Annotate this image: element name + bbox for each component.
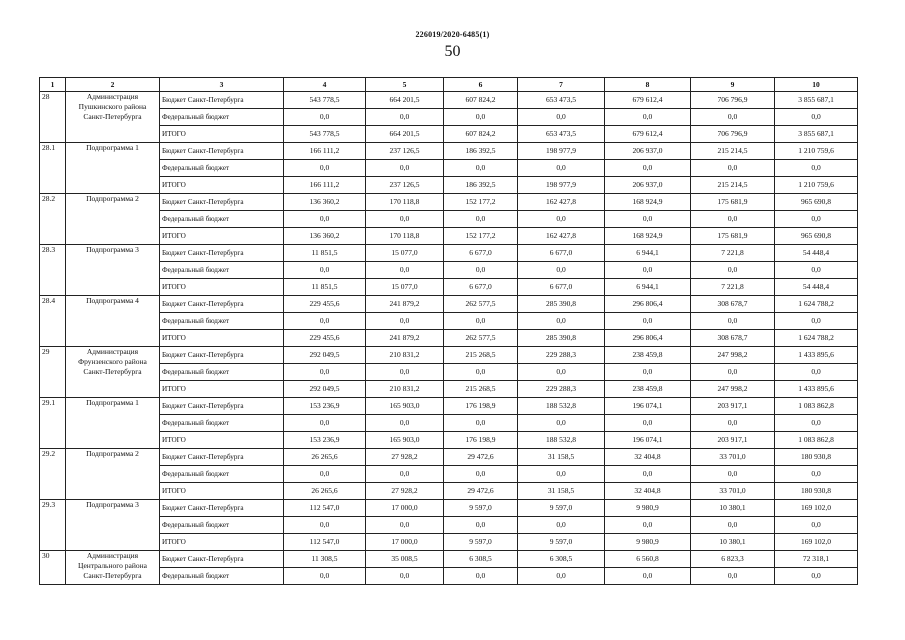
value-cell: 0,0 — [605, 262, 691, 279]
value-cell: 17 000,0 — [366, 500, 444, 517]
row-name: Подпрограмма 3 — [66, 245, 160, 296]
column-header: 7 — [518, 78, 605, 92]
funding-source: Федеральный бюджет — [160, 364, 284, 381]
table-row — [40, 245, 858, 262]
value-cell: 0,0 — [775, 211, 858, 228]
value-cell: 679 612,4 — [605, 92, 691, 109]
table-row — [40, 177, 858, 194]
column-header: 10 — [775, 78, 858, 92]
value-cell: 152 177,2 — [444, 228, 518, 245]
value-cell: 188 532,8 — [518, 432, 605, 449]
value-cell: 0,0 — [366, 313, 444, 330]
value-cell: 0,0 — [366, 262, 444, 279]
row-code: 28 — [40, 92, 66, 143]
value-cell: 32 404,8 — [605, 483, 691, 500]
value-cell: 1 210 759,6 — [775, 177, 858, 194]
value-cell: 0,0 — [605, 568, 691, 585]
value-cell: 31 158,5 — [518, 449, 605, 466]
value-cell: 238 459,8 — [605, 347, 691, 364]
value-cell: 262 577,5 — [444, 296, 518, 313]
value-cell: 229 455,6 — [284, 296, 366, 313]
value-cell: 0,0 — [605, 211, 691, 228]
value-cell: 176 198,9 — [444, 398, 518, 415]
value-cell: 3 855 687,1 — [775, 92, 858, 109]
value-cell: 0,0 — [284, 313, 366, 330]
value-cell: 0,0 — [691, 415, 775, 432]
value-cell: 0,0 — [605, 517, 691, 534]
header-row — [40, 78, 858, 92]
value-cell: 6 308,5 — [444, 551, 518, 568]
value-cell: 0,0 — [444, 313, 518, 330]
value-cell: 112 547,0 — [284, 534, 366, 551]
table-row — [40, 143, 858, 160]
value-cell: 247 998,2 — [691, 347, 775, 364]
value-cell: 229 455,6 — [284, 330, 366, 347]
funding-source: Бюджет Санкт-Петербурга — [160, 296, 284, 313]
funding-source: Бюджет Санкт-Петербурга — [160, 92, 284, 109]
funding-source: ИТОГО — [160, 228, 284, 245]
table-row — [40, 466, 858, 483]
column-header: 6 — [444, 78, 518, 92]
value-cell: 165 903,0 — [366, 398, 444, 415]
value-cell: 6 944,1 — [605, 245, 691, 262]
value-cell: 664 201,5 — [366, 126, 444, 143]
value-cell: 196 074,1 — [605, 432, 691, 449]
value-cell: 6 560,8 — [605, 551, 691, 568]
table-row — [40, 313, 858, 330]
value-cell: 215 268,5 — [444, 381, 518, 398]
value-cell: 664 201,5 — [366, 92, 444, 109]
value-cell: 0,0 — [691, 364, 775, 381]
value-cell: 175 681,9 — [691, 228, 775, 245]
value-cell: 0,0 — [605, 415, 691, 432]
value-cell: 1 083 862,8 — [775, 432, 858, 449]
value-cell: 0,0 — [518, 568, 605, 585]
value-cell: 0,0 — [605, 364, 691, 381]
column-header: 2 — [66, 78, 160, 92]
value-cell: 9 980,9 — [605, 500, 691, 517]
value-cell: 0,0 — [366, 415, 444, 432]
value-cell: 112 547,0 — [284, 500, 366, 517]
funding-source: Бюджет Санкт-Петербурга — [160, 551, 284, 568]
row-name: Подпрограмма 3 — [66, 500, 160, 551]
table-row — [40, 296, 858, 313]
value-cell: 1 624 788,2 — [775, 330, 858, 347]
value-cell: 9 597,0 — [518, 534, 605, 551]
value-cell: 285 390,8 — [518, 330, 605, 347]
value-cell: 206 937,0 — [605, 177, 691, 194]
value-cell: 7 221,8 — [691, 279, 775, 296]
value-cell: 72 318,1 — [775, 551, 858, 568]
table-row — [40, 500, 858, 517]
value-cell: 198 977,9 — [518, 143, 605, 160]
table-row — [40, 160, 858, 177]
value-cell: 136 360,2 — [284, 194, 366, 211]
value-cell: 1 433 895,6 — [775, 381, 858, 398]
page-number: 50 — [444, 43, 461, 60]
value-cell: 166 111,2 — [284, 177, 366, 194]
value-cell: 0,0 — [444, 517, 518, 534]
value-cell: 33 701,0 — [691, 483, 775, 500]
column-header: 8 — [605, 78, 691, 92]
value-cell: 0,0 — [775, 160, 858, 177]
value-cell: 607 824,2 — [444, 126, 518, 143]
value-cell: 168 924,9 — [605, 194, 691, 211]
value-cell: 6 677,0 — [518, 245, 605, 262]
value-cell: 679 612,4 — [605, 126, 691, 143]
column-header: 9 — [691, 78, 775, 92]
table-row — [40, 381, 858, 398]
value-cell: 653 473,5 — [518, 92, 605, 109]
row-name: Подпрограмма 4 — [66, 296, 160, 347]
funding-source: Бюджет Санкт-Петербурга — [160, 500, 284, 517]
value-cell: 9 597,0 — [518, 500, 605, 517]
value-cell: 136 360,2 — [284, 228, 366, 245]
value-cell: 215 214,5 — [691, 177, 775, 194]
funding-source: Федеральный бюджет — [160, 568, 284, 585]
value-cell: 653 473,5 — [518, 126, 605, 143]
value-cell: 0,0 — [775, 109, 858, 126]
value-cell: 237 126,5 — [366, 143, 444, 160]
value-cell: 32 404,8 — [605, 449, 691, 466]
value-cell: 0,0 — [691, 466, 775, 483]
value-cell: 0,0 — [605, 109, 691, 126]
value-cell: 229 288,3 — [518, 347, 605, 364]
value-cell: 210 831,2 — [366, 381, 444, 398]
value-cell: 0,0 — [284, 262, 366, 279]
funding-source: Федеральный бюджет — [160, 211, 284, 228]
row-name: Подпрограмма 1 — [66, 398, 160, 449]
value-cell: 0,0 — [366, 211, 444, 228]
value-cell: 296 806,4 — [605, 330, 691, 347]
value-cell: 9 980,9 — [605, 534, 691, 551]
funding-source: ИТОГО — [160, 381, 284, 398]
value-cell: 165 903,0 — [366, 432, 444, 449]
row-name: Подпрограмма 2 — [66, 449, 160, 500]
value-cell: 543 778,5 — [284, 126, 366, 143]
value-cell: 0,0 — [366, 568, 444, 585]
value-cell: 31 158,5 — [518, 483, 605, 500]
value-cell: 0,0 — [444, 160, 518, 177]
value-cell: 0,0 — [366, 466, 444, 483]
value-cell: 6 823,3 — [691, 551, 775, 568]
table-row — [40, 211, 858, 228]
value-cell: 0,0 — [284, 466, 366, 483]
funding-source: Бюджет Санкт-Петербурга — [160, 449, 284, 466]
table-row — [40, 330, 858, 347]
value-cell: 170 118,8 — [366, 194, 444, 211]
value-cell: 543 778,5 — [284, 92, 366, 109]
value-cell: 35 008,5 — [366, 551, 444, 568]
value-cell: 215 214,5 — [691, 143, 775, 160]
row-code: 29.3 — [40, 500, 66, 551]
value-cell: 0,0 — [518, 211, 605, 228]
funding-source: ИТОГО — [160, 432, 284, 449]
value-cell: 238 459,8 — [605, 381, 691, 398]
value-cell: 27 928,2 — [366, 483, 444, 500]
value-cell: 0,0 — [775, 364, 858, 381]
value-cell: 1 083 862,8 — [775, 398, 858, 415]
value-cell: 10 380,1 — [691, 500, 775, 517]
value-cell: 0,0 — [518, 313, 605, 330]
value-cell: 0,0 — [605, 313, 691, 330]
value-cell: 308 678,7 — [691, 330, 775, 347]
row-code: 30 — [40, 551, 66, 585]
funding-source: Федеральный бюджет — [160, 262, 284, 279]
value-cell: 162 427,8 — [518, 228, 605, 245]
value-cell: 1 624 788,2 — [775, 296, 858, 313]
funding-source: Федеральный бюджет — [160, 517, 284, 534]
table-row — [40, 194, 858, 211]
funding-source: Бюджет Санкт-Петербурга — [160, 398, 284, 415]
value-cell: 0,0 — [284, 517, 366, 534]
value-cell: 0,0 — [284, 109, 366, 126]
value-cell: 0,0 — [775, 517, 858, 534]
value-cell: 54 448,4 — [775, 279, 858, 296]
funding-source: Федеральный бюджет — [160, 415, 284, 432]
value-cell: 0,0 — [444, 466, 518, 483]
value-cell: 0,0 — [518, 109, 605, 126]
value-cell: 241 879,2 — [366, 296, 444, 313]
value-cell: 0,0 — [366, 364, 444, 381]
value-cell: 26 265,6 — [284, 449, 366, 466]
value-cell: 0,0 — [775, 415, 858, 432]
value-cell: 0,0 — [444, 364, 518, 381]
value-cell: 0,0 — [284, 364, 366, 381]
funding-source: ИТОГО — [160, 126, 284, 143]
value-cell: 11 851,5 — [284, 245, 366, 262]
value-cell: 308 678,7 — [691, 296, 775, 313]
value-cell: 0,0 — [691, 211, 775, 228]
funding-source: ИТОГО — [160, 534, 284, 551]
value-cell: 10 380,1 — [691, 534, 775, 551]
value-cell: 1 210 759,6 — [775, 143, 858, 160]
value-cell: 29 472,6 — [444, 449, 518, 466]
value-cell: 0,0 — [444, 109, 518, 126]
table-row — [40, 534, 858, 551]
column-header: 1 — [40, 78, 66, 92]
value-cell: 210 831,2 — [366, 347, 444, 364]
table-row — [40, 262, 858, 279]
value-cell: 292 049,5 — [284, 381, 366, 398]
value-cell: 0,0 — [518, 262, 605, 279]
table-row — [40, 568, 858, 585]
value-cell: 153 236,9 — [284, 398, 366, 415]
row-code: 28.4 — [40, 296, 66, 347]
funding-source: Федеральный бюджет — [160, 109, 284, 126]
value-cell: 9 597,0 — [444, 500, 518, 517]
value-cell: 0,0 — [518, 415, 605, 432]
value-cell: 0,0 — [691, 517, 775, 534]
value-cell: 0,0 — [444, 262, 518, 279]
funding-source: ИТОГО — [160, 279, 284, 296]
value-cell: 262 577,5 — [444, 330, 518, 347]
value-cell: 0,0 — [444, 211, 518, 228]
value-cell: 0,0 — [605, 466, 691, 483]
value-cell: 1 433 895,6 — [775, 347, 858, 364]
value-cell: 188 532,8 — [518, 398, 605, 415]
value-cell: 0,0 — [366, 109, 444, 126]
column-header: 3 — [160, 78, 284, 92]
value-cell: 0,0 — [775, 313, 858, 330]
row-name: Подпрограмма 2 — [66, 194, 160, 245]
table-row — [40, 432, 858, 449]
row-name: Администрация Пушкинского района Санкт-Петербурга — [66, 92, 160, 143]
table-row — [40, 109, 858, 126]
value-cell: 196 074,1 — [605, 398, 691, 415]
value-cell: 965 690,8 — [775, 228, 858, 245]
value-cell: 247 998,2 — [691, 381, 775, 398]
value-cell: 6 944,1 — [605, 279, 691, 296]
value-cell: 0,0 — [284, 568, 366, 585]
value-cell: 175 681,9 — [691, 194, 775, 211]
funding-source: ИТОГО — [160, 177, 284, 194]
value-cell: 0,0 — [366, 160, 444, 177]
value-cell: 285 390,8 — [518, 296, 605, 313]
value-cell: 965 690,8 — [775, 194, 858, 211]
value-cell: 170 118,8 — [366, 228, 444, 245]
value-cell: 0,0 — [691, 313, 775, 330]
funding-source: Федеральный бюджет — [160, 466, 284, 483]
table-row — [40, 517, 858, 534]
value-cell: 180 930,8 — [775, 449, 858, 466]
table-row — [40, 347, 858, 364]
value-cell: 237 126,5 — [366, 177, 444, 194]
value-cell: 153 236,9 — [284, 432, 366, 449]
value-cell: 176 198,9 — [444, 432, 518, 449]
table-row — [40, 126, 858, 143]
document-id: 226019/2020-6485(1) — [415, 30, 490, 39]
funding-source: Бюджет Санкт-Петербурга — [160, 347, 284, 364]
value-cell: 198 977,9 — [518, 177, 605, 194]
value-cell: 166 111,2 — [284, 143, 366, 160]
funding-source: Бюджет Санкт-Петербурга — [160, 143, 284, 160]
value-cell: 0,0 — [691, 262, 775, 279]
value-cell: 0,0 — [775, 568, 858, 585]
value-cell: 0,0 — [518, 364, 605, 381]
funding-source: ИТОГО — [160, 483, 284, 500]
value-cell: 11 851,5 — [284, 279, 366, 296]
table-row — [40, 92, 858, 109]
value-cell: 6 677,0 — [518, 279, 605, 296]
value-cell: 706 796,9 — [691, 126, 775, 143]
row-code: 29 — [40, 347, 66, 398]
value-cell: 168 924,9 — [605, 228, 691, 245]
row-name: Администрация Фрунзенского района Санкт-Петербурга — [66, 347, 160, 398]
value-cell: 0,0 — [518, 517, 605, 534]
funding-source: Бюджет Санкт-Петербурга — [160, 194, 284, 211]
table-row — [40, 449, 858, 466]
value-cell: 26 265,6 — [284, 483, 366, 500]
value-cell: 229 288,3 — [518, 381, 605, 398]
value-cell: 206 937,0 — [605, 143, 691, 160]
value-cell: 706 796,9 — [691, 92, 775, 109]
value-cell: 15 077,0 — [366, 245, 444, 262]
value-cell: 54 448,4 — [775, 245, 858, 262]
table-row — [40, 415, 858, 432]
row-name: Подпрограмма 1 — [66, 143, 160, 194]
table-row — [40, 483, 858, 500]
row-code: 29.2 — [40, 449, 66, 500]
value-cell: 186 392,5 — [444, 177, 518, 194]
table-row — [40, 398, 858, 415]
value-cell: 15 077,0 — [366, 279, 444, 296]
table-body — [40, 92, 858, 585]
row-code: 28.3 — [40, 245, 66, 296]
value-cell: 162 427,8 — [518, 194, 605, 211]
value-cell: 0,0 — [444, 568, 518, 585]
value-cell: 0,0 — [605, 160, 691, 177]
funding-source: Федеральный бюджет — [160, 313, 284, 330]
value-cell: 0,0 — [518, 160, 605, 177]
value-cell: 6 677,0 — [444, 245, 518, 262]
value-cell: 0,0 — [366, 517, 444, 534]
value-cell: 0,0 — [284, 160, 366, 177]
value-cell: 0,0 — [691, 160, 775, 177]
value-cell: 296 806,4 — [605, 296, 691, 313]
value-cell: 17 000,0 — [366, 534, 444, 551]
value-cell: 180 930,8 — [775, 483, 858, 500]
funding-source: Бюджет Санкт-Петербурга — [160, 245, 284, 262]
value-cell: 152 177,2 — [444, 194, 518, 211]
value-cell: 0,0 — [284, 415, 366, 432]
value-cell: 3 855 687,1 — [775, 126, 858, 143]
value-cell: 0,0 — [691, 568, 775, 585]
value-cell: 241 879,2 — [366, 330, 444, 347]
funding-source: Федеральный бюджет — [160, 160, 284, 177]
table-row — [40, 364, 858, 381]
table-row — [40, 228, 858, 245]
funding-source: ИТОГО — [160, 330, 284, 347]
value-cell: 7 221,8 — [691, 245, 775, 262]
value-cell: 0,0 — [444, 415, 518, 432]
value-cell: 169 102,0 — [775, 534, 858, 551]
value-cell: 33 701,0 — [691, 449, 775, 466]
value-cell: 0,0 — [518, 466, 605, 483]
value-cell: 203 917,1 — [691, 432, 775, 449]
row-code: 29.1 — [40, 398, 66, 449]
value-cell: 169 102,0 — [775, 500, 858, 517]
value-cell: 186 392,5 — [444, 143, 518, 160]
column-header: 4 — [284, 78, 366, 92]
value-cell: 215 268,5 — [444, 347, 518, 364]
row-code: 28.2 — [40, 194, 66, 245]
table-row — [40, 551, 858, 568]
value-cell: 9 597,0 — [444, 534, 518, 551]
value-cell: 6 677,0 — [444, 279, 518, 296]
value-cell: 29 472,6 — [444, 483, 518, 500]
row-name: Администрация Центрального района Санкт-Петербурга — [66, 551, 160, 585]
value-cell: 607 824,2 — [444, 92, 518, 109]
value-cell: 292 049,5 — [284, 347, 366, 364]
value-cell: 0,0 — [775, 466, 858, 483]
table-row — [40, 279, 858, 296]
value-cell: 11 308,5 — [284, 551, 366, 568]
value-cell: 0,0 — [691, 109, 775, 126]
value-cell: 203 917,1 — [691, 398, 775, 415]
row-code: 28.1 — [40, 143, 66, 194]
value-cell: 6 308,5 — [518, 551, 605, 568]
budget-table — [39, 77, 858, 585]
value-cell: 27 928,2 — [366, 449, 444, 466]
value-cell: 0,0 — [284, 211, 366, 228]
value-cell: 0,0 — [775, 262, 858, 279]
column-header: 5 — [366, 78, 444, 92]
